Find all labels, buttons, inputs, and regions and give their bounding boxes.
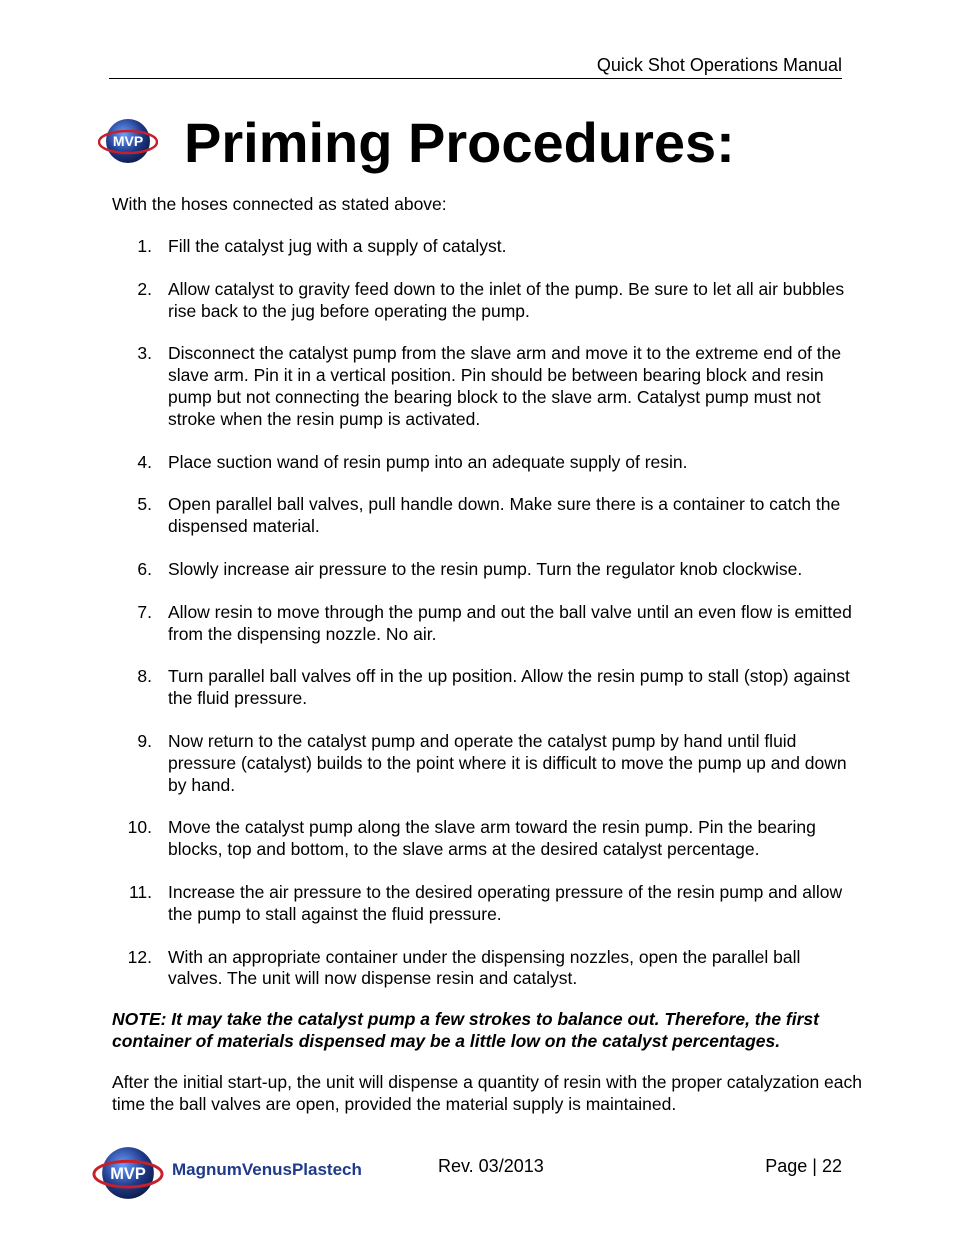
- step-text: Move the catalyst pump along the slave arm toward the resin pump. Pin the bearing blocks, top and bottom, to the slave arms at the desired catalyst percentage.: [168, 817, 816, 860]
- priming-steps-list: [112, 236, 872, 1011]
- list-item: [112, 236, 872, 258]
- step-number: 3.: [137, 343, 152, 364]
- footer-revision: Rev. 03/2013: [438, 1156, 544, 1176]
- footer-brand-name: MagnumVenusPlastech: [172, 1160, 362, 1179]
- mvp-logo-icon: [98, 118, 158, 164]
- step-number: 9.: [137, 730, 152, 751]
- page-title: Priming Procedures:: [184, 111, 735, 174]
- step-number: 1.: [137, 236, 152, 256]
- step-text: Open parallel ball valves, pull handle down. Make sure there is a container to catch the dispensed material.: [168, 494, 841, 537]
- list-item: [112, 279, 872, 323]
- step-text: Fill the catalyst jug with a supply of catalyst.: [168, 236, 507, 256]
- list-item: [112, 666, 872, 710]
- step-number: 4.: [137, 451, 152, 472]
- list-item: [112, 494, 872, 538]
- step-text: Allow catalyst to gravity feed down to the inlet of the pump. Be sure to let all air bubbles rise back to the jug before operating the pump.: [168, 278, 845, 321]
- step-number: 12.: [127, 946, 152, 967]
- list-item: [112, 817, 872, 861]
- step-number: 10.: [127, 817, 152, 838]
- step-text: Turn parallel ball valves off in the up position. Allow the resin pump to stall (stop) against the fluid pressure.: [168, 666, 850, 709]
- step-number: 11.: [128, 881, 152, 902]
- list-item: [112, 452, 872, 474]
- footer-mvp-logo-icon: [92, 1146, 152, 1192]
- step-number: 8.: [137, 666, 152, 687]
- list-item: [112, 559, 872, 581]
- step-number: 6.: [137, 558, 152, 579]
- list-item: [112, 947, 872, 991]
- step-text: With an appropriate container under the dispensing nozzles, open the parallel ball valves. The unit will now dispense resin and catalyst.: [168, 946, 801, 989]
- list-item: [112, 882, 872, 926]
- note-text: NOTE: It may take the catalyst pump a few strokes to balance out. Therefore, the first container of materials dispensed may be a little low on the catalyst percentages.: [112, 1009, 819, 1051]
- intro-text: With the hoses connected as stated above:: [112, 194, 447, 214]
- step-number: 5.: [137, 494, 152, 515]
- step-text: Slowly increase air pressure to the resin pump. Turn the regulator knob clockwise.: [168, 558, 803, 579]
- closing-paragraph: After the initial start-up, the unit will dispense a quantity of resin with the proper catalyzation each time the ball valves are open, provided the material supply is maintained.: [112, 1072, 862, 1114]
- mvp-logo-text: MVP: [112, 133, 144, 149]
- step-text: Place suction wand of resin pump into an adequate supply of resin.: [168, 451, 688, 472]
- step-text: Increase the air pressure to the desired operating pressure of the resin pump and allow the pump to stall against the fluid pressure.: [168, 881, 843, 924]
- step-text: Now return to the catalyst pump and operate the catalyst pump by hand until fluid pressure (catalyst) builds to the point where it is difficult to move the pump up and down by hand.: [168, 730, 847, 795]
- step-number: 2.: [137, 278, 152, 299]
- step-text: Allow resin to move through the pump and out the ball valve until an even flow is emitted from the dispensing nozzle. No air.: [168, 601, 852, 644]
- step-number: 7.: [137, 601, 152, 622]
- list-item: [112, 343, 872, 430]
- list-item: [112, 731, 872, 796]
- header-manual-title: Quick Shot Operations Manual: [596, 55, 842, 75]
- step-text: Disconnect the catalyst pump from the slave arm and move it to the extreme end of the slave arm. Pin it in a vertical position. Pin should be between bearing block and resin pump but not connecting the bearing block to the slave arm. Catalyst pump must not stroke when the resin pump is activated.: [168, 343, 842, 429]
- header-divider: [109, 78, 842, 79]
- footer-page-number: Page | 22: [765, 1156, 842, 1176]
- list-item: [112, 602, 872, 646]
- footer-mvp-logo-text: MVP: [110, 1164, 146, 1183]
